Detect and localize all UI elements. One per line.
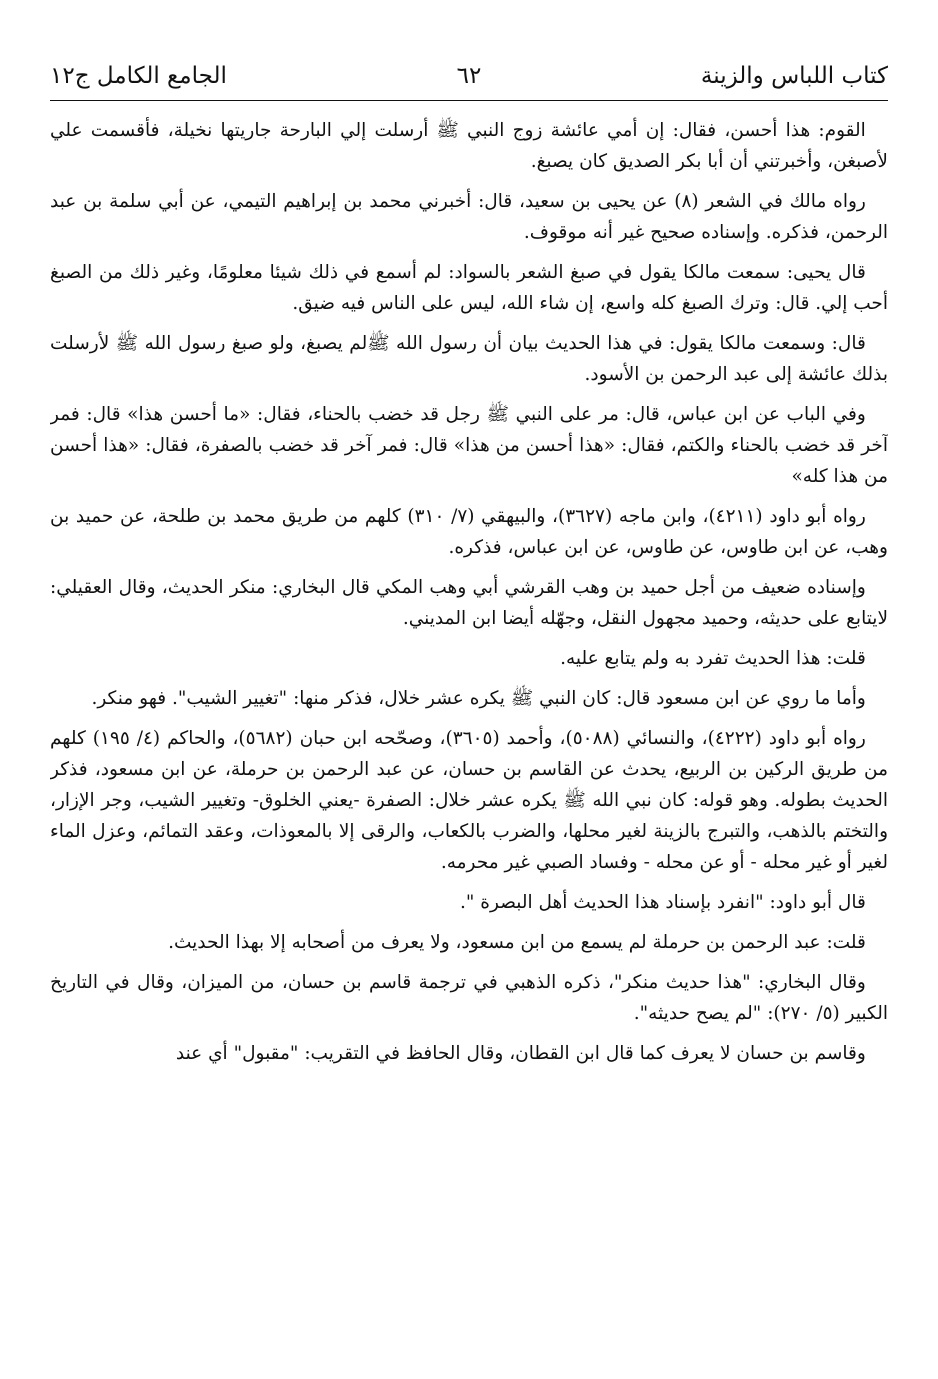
book-title: كتاب اللباس والزينة [700, 63, 888, 89]
paragraph: قال يحيى: سمعت مالكا يقول في صبغ الشعر بالسواد: لم أسمع في ذلك شيئا معلومًا، وغير ذلك من الصبغ أحب إلي. قال: وترك الصبغ كله واسع، إن شاء الله، ليس على الناس فيه ضيق. [50, 262, 888, 314]
paragraph: قال أبو داود: "انفرد بإسناد هذا الحديث أهل البصرة ". [460, 892, 866, 913]
paragraph: قال: وسمعت مالكا يقول: في هذا الحديث بيان أن رسول الله ﷺلم يصبغ، ولو صبغ رسول الله ﷺ لأرسلت بذلك عائشة إلى عبد الرحمن بن الأسود. [50, 333, 888, 385]
series-title: الجامع الكامل ج١٢ [50, 63, 227, 89]
paragraph: قلت: عبد الرحمن بن حرملة لم يسمع من ابن مسعود، ولا يعرف من أصحابه إلا بهذا الحديث. [168, 932, 866, 953]
header-divider [50, 100, 888, 101]
paragraph: القوم: هذا أحسن، فقال: إن أمي عائشة زوج النبي ﷺ أرسلت إلي البارحة جاريتها نخيلة، فأقسمت علي لأصبغن، وأخبرتني أن أبا بكر الصديق كان يصبغ. [50, 120, 888, 172]
paragraph: وقال البخاري: "هذا حديث منكر"، ذكره الذهبي في ترجمة قاسم بن حسان، من الميزان، وقال في التاريخ الكبير (٥/ ٢٧٠): "لم يصح حديثه". [50, 972, 888, 1024]
running-header [50, 58, 888, 98]
paragraph: قلت: هذا الحديث تفرد به ولم يتابع عليه. [560, 648, 866, 669]
paragraph: وإسناده ضعيف من أجل حميد بن وهب القرشي أبي وهب المكي قال البخاري: منكر الحديث، وقال العقيلي: لايتابع على حديثه، وحميد مجهول النقل، وجهّله أيضا ابن المديني. [50, 577, 888, 629]
body-text [50, 115, 888, 1069]
paragraph: رواه أبو داود (٤٢٢٢)، والنسائي (٥٠٨٨)، وأحمد (٣٦٠٥)، وصحّحه ابن حبان (٥٦٨٢)، والحاكم (٤/ ١٩٥) كلهم من طريق الركين بن الربيع، يحدث عن القاسم بن حسان، عن عبد الرحمن بن حرملة، عن ابن مسعود، فذكر الحديث بطوله. وهو قوله: كان نبي الله ﷺ يكره عشر خلال: الصفرة -يعني الخلوق- وتغيير الشيب، وجر الإزار، والتختم بالذهب، والتبرج بالزينة لغير محلها، والضرب بالكعاب، والرقى إلا بالمعوذات، وعقد التمائم، وعزل الماء لغير أو غير محله - أو عن محله - وفساد الصبي غير محرمه. [50, 728, 888, 873]
paragraph: رواه أبو داود (٤٢١١)، وابن ماجه (٣٦٢٧)، والبيهقي (٧/ ٣١٠) كلهم من طريق محمد بن طلحة، عن حميد بن وهب، عن ابن طاوس، عن طاوس، عن ابن عباس، فذكره. [50, 506, 888, 558]
paragraph: وأما ما روي عن ابن مسعود قال: كان النبي ﷺ يكره عشر خلال، فذكر منها: "تغيير الشيب". فهو منكر. [91, 688, 866, 709]
paragraph: وفي الباب عن ابن عباس، قال: مر على النبي ﷺ رجل قد خضب بالحناء، فقال: «ما أحسن هذا» قال: فمر آخر قد خضب بالحناء والكتم، فقال: «هذا أحسن من هذا» قال: فمر آخر قد خضب بالصفرة، فقال: «هذا أحسن من هذا كله» [50, 404, 888, 487]
page-number: ٦٢ [456, 63, 482, 89]
book-page [50, 58, 888, 1358]
paragraph: رواه مالك في الشعر (٨) عن يحيى بن سعيد، قال: أخبرني محمد بن إبراهيم التيمي، عن أبي سلمة بن عبد الرحمن، فذكره. وإسناده صحيح غير أنه موقوف. [50, 191, 888, 243]
paragraph: وقاسم بن حسان لا يعرف كما قال ابن القطان، وقال الحافظ في التقريب: "مقبول" أي عند [175, 1043, 866, 1064]
